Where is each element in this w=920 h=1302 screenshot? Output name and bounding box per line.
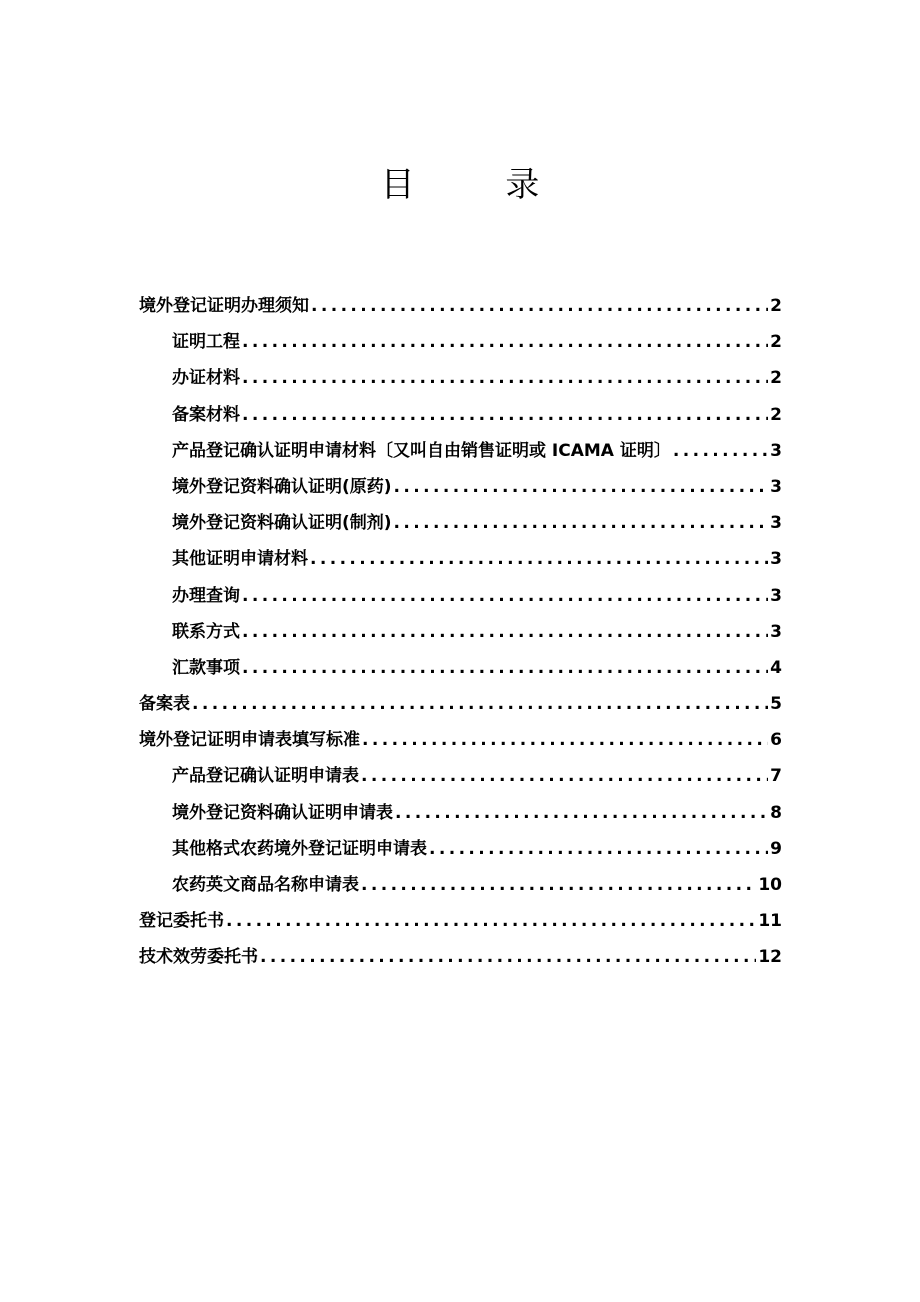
toc-entry-page: 3 bbox=[770, 585, 782, 606]
toc-dot-leader bbox=[242, 614, 768, 650]
toc-entry[interactable] bbox=[139, 939, 782, 975]
toc-entry-page: 3 bbox=[770, 440, 782, 461]
toc-entry-label: 产品登记确认证明申请表 bbox=[172, 766, 359, 787]
toc-entry[interactable] bbox=[139, 831, 782, 867]
toc-entry-page: 2 bbox=[770, 296, 782, 316]
toc-entry-label: 备案材料 bbox=[172, 404, 240, 425]
toc-entry[interactable] bbox=[139, 903, 782, 939]
toc-entry[interactable] bbox=[139, 614, 782, 650]
toc-entry-page: 7 bbox=[770, 766, 782, 787]
toc-entry-page: 2 bbox=[770, 404, 782, 425]
toc-dot-leader bbox=[226, 903, 756, 939]
toc-entry[interactable] bbox=[139, 505, 782, 541]
toc-dot-leader bbox=[242, 650, 768, 686]
toc-entry-label: 境外登记证明申请表填写标准 bbox=[139, 730, 360, 751]
toc-entry-page: 4 bbox=[770, 657, 782, 678]
toc-dot-leader bbox=[192, 686, 768, 722]
toc-dot-leader bbox=[310, 541, 768, 577]
toc-entry[interactable] bbox=[139, 469, 782, 505]
toc-entry-label: 技术效劳委托书 bbox=[139, 947, 258, 968]
toc-entry-page: 9 bbox=[770, 838, 782, 859]
toc-entry-label: 境外登记资料确认证明(原药) bbox=[172, 476, 392, 497]
toc-entry[interactable] bbox=[139, 867, 782, 903]
toc-entry-page: 3 bbox=[770, 476, 782, 497]
toc-dot-leader bbox=[394, 469, 769, 505]
toc-entry-label: 农药英文商品名称申请表 bbox=[172, 875, 359, 895]
toc-entry-page: 3 bbox=[770, 513, 782, 534]
toc-entry[interactable] bbox=[139, 324, 782, 360]
toc-entry-label: 其他证明申请材料 bbox=[172, 549, 308, 570]
toc-dot-leader bbox=[242, 578, 768, 614]
toc-list bbox=[139, 288, 782, 976]
toc-entry-label: 证明工程 bbox=[172, 332, 240, 353]
toc-entry[interactable] bbox=[139, 541, 782, 577]
toc-dot-leader bbox=[260, 939, 756, 975]
toc-entry[interactable] bbox=[139, 360, 782, 396]
toc-entry-label: 办理查询 bbox=[172, 585, 240, 606]
toc-dot-leader bbox=[362, 722, 768, 758]
toc-entry-label: 境外登记资料确认证明申请表 bbox=[172, 802, 393, 823]
toc-dot-leader bbox=[429, 831, 768, 867]
toc-entry[interactable] bbox=[139, 578, 782, 614]
toc-entry-label: 联系方式 bbox=[172, 621, 240, 642]
toc-entry-label: 办证材料 bbox=[172, 368, 240, 389]
toc-entry-page: 10 bbox=[758, 875, 782, 895]
toc-entry-page: 8 bbox=[770, 802, 782, 823]
toc-entry-label: 产品登记确认证明申请材料〔又叫自由销售证明或 ICAMA 证明〕 bbox=[172, 440, 671, 461]
toc-entry[interactable] bbox=[139, 795, 782, 831]
toc-entry-page: 3 bbox=[770, 621, 782, 642]
toc-dot-leader bbox=[394, 505, 769, 541]
toc-dot-leader bbox=[242, 360, 768, 396]
toc-entry[interactable] bbox=[139, 758, 782, 794]
toc-entry-page: 2 bbox=[770, 368, 782, 389]
toc-entry-page: 5 bbox=[770, 694, 782, 715]
toc-entry[interactable] bbox=[139, 650, 782, 686]
toc-entry-label: 登记委托书 bbox=[139, 911, 224, 932]
toc-entry-page: 2 bbox=[770, 332, 782, 353]
toc-entry[interactable] bbox=[139, 722, 782, 758]
toc-entry-label: 汇款事项 bbox=[172, 657, 240, 678]
toc-entry[interactable] bbox=[139, 288, 782, 324]
toc-dot-leader bbox=[395, 795, 768, 831]
toc-entry-page: 12 bbox=[758, 947, 782, 968]
toc-dot-leader bbox=[311, 288, 768, 324]
toc-entry-label: 备案表 bbox=[139, 694, 190, 715]
toc-entry-page: 3 bbox=[770, 549, 782, 570]
toc-dot-leader bbox=[361, 867, 756, 903]
toc-entry-label: 境外登记资料确认证明(制剂) bbox=[172, 513, 392, 534]
toc-dot-leader bbox=[673, 433, 768, 469]
toc-entry[interactable] bbox=[139, 686, 782, 722]
toc-dot-leader bbox=[242, 397, 768, 433]
toc-entry[interactable] bbox=[139, 433, 782, 469]
toc-dot-leader bbox=[361, 758, 768, 794]
toc-entry-label: 境外登记证明办理须知 bbox=[139, 296, 309, 316]
toc-entry[interactable] bbox=[139, 397, 782, 433]
toc-entry-page: 6 bbox=[770, 730, 782, 751]
toc-title: 目 录 bbox=[380, 165, 580, 205]
toc-entry-label: 其他格式农药境外登记证明申请表 bbox=[172, 838, 427, 859]
toc-entry-page: 11 bbox=[758, 911, 782, 932]
toc-dot-leader bbox=[242, 324, 768, 360]
